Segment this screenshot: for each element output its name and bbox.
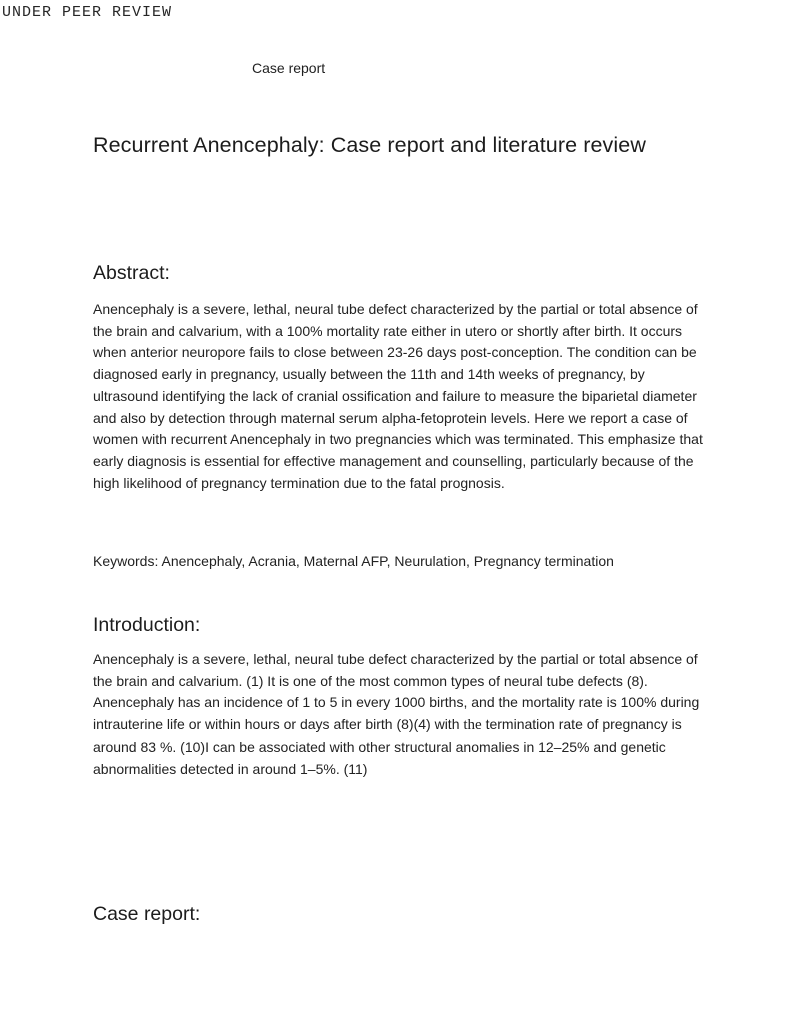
page-content — [93, 0, 703, 1024]
introduction-text-part1: Anencephaly is a severe, lethal, neural tube defect characterized by the partial or total absence of the brain and calvarium. (1) It is one of the most common types of neural tube defects (8). Anencephaly has an incidence of 1 to 5 in every 1000 births, and the mortality rate is 100% during intrauterine life or within hours or days after birth (8)(4) with — [93, 651, 700, 733]
introduction-serif-word: the — [463, 717, 482, 734]
article-type-label: Case report — [252, 60, 326, 76]
abstract-paragraph: Anencephaly is a severe, lethal, neural tube defect characterized by the partial or total absence of the brain and calvarium, with a 100% mortality rate either in utero or shortly after birth. It occurs when anterior neuropore fails to close between 23-26 days post-conception. The condition can be diagnosed early in pregnancy, usually between the 11th and 14th weeks of pregnancy, by ultrasound identifying the lack of cranial ossification and failure to measure the biparietal diameter and also by detection through maternal serum alpha-fetoprotein levels. Here we report a case of women with recurrent Anencephaly in two pregnancies which was terminated. This emphasize that early diagnosis is essential for effective management and counselling, particularly because of the high likelihood of pregnancy termination due to the fatal prognosis. — [93, 301, 703, 491]
introduction-text-part2: termination rate of pregnancy is around 83 %. (10)I can be associated with other structural anomalies in 12–25% and genetic abnormalities detected in around 1–5%. (11) — [93, 716, 682, 777]
abstract-heading: Abstract: — [93, 262, 170, 284]
introduction-paragraph — [93, 649, 703, 780]
paper-title: Recurrent Anencephaly: Case report and literature review — [93, 133, 646, 157]
case-report-heading: Case report: — [93, 903, 201, 925]
keywords-line: Keywords: Anencephaly, Acrania, Maternal AFP, Neurulation, Pregnancy termination — [93, 553, 614, 569]
introduction-heading: Introduction: — [93, 614, 201, 636]
peer-review-watermark: UNDER PEER REVIEW — [2, 4, 173, 21]
